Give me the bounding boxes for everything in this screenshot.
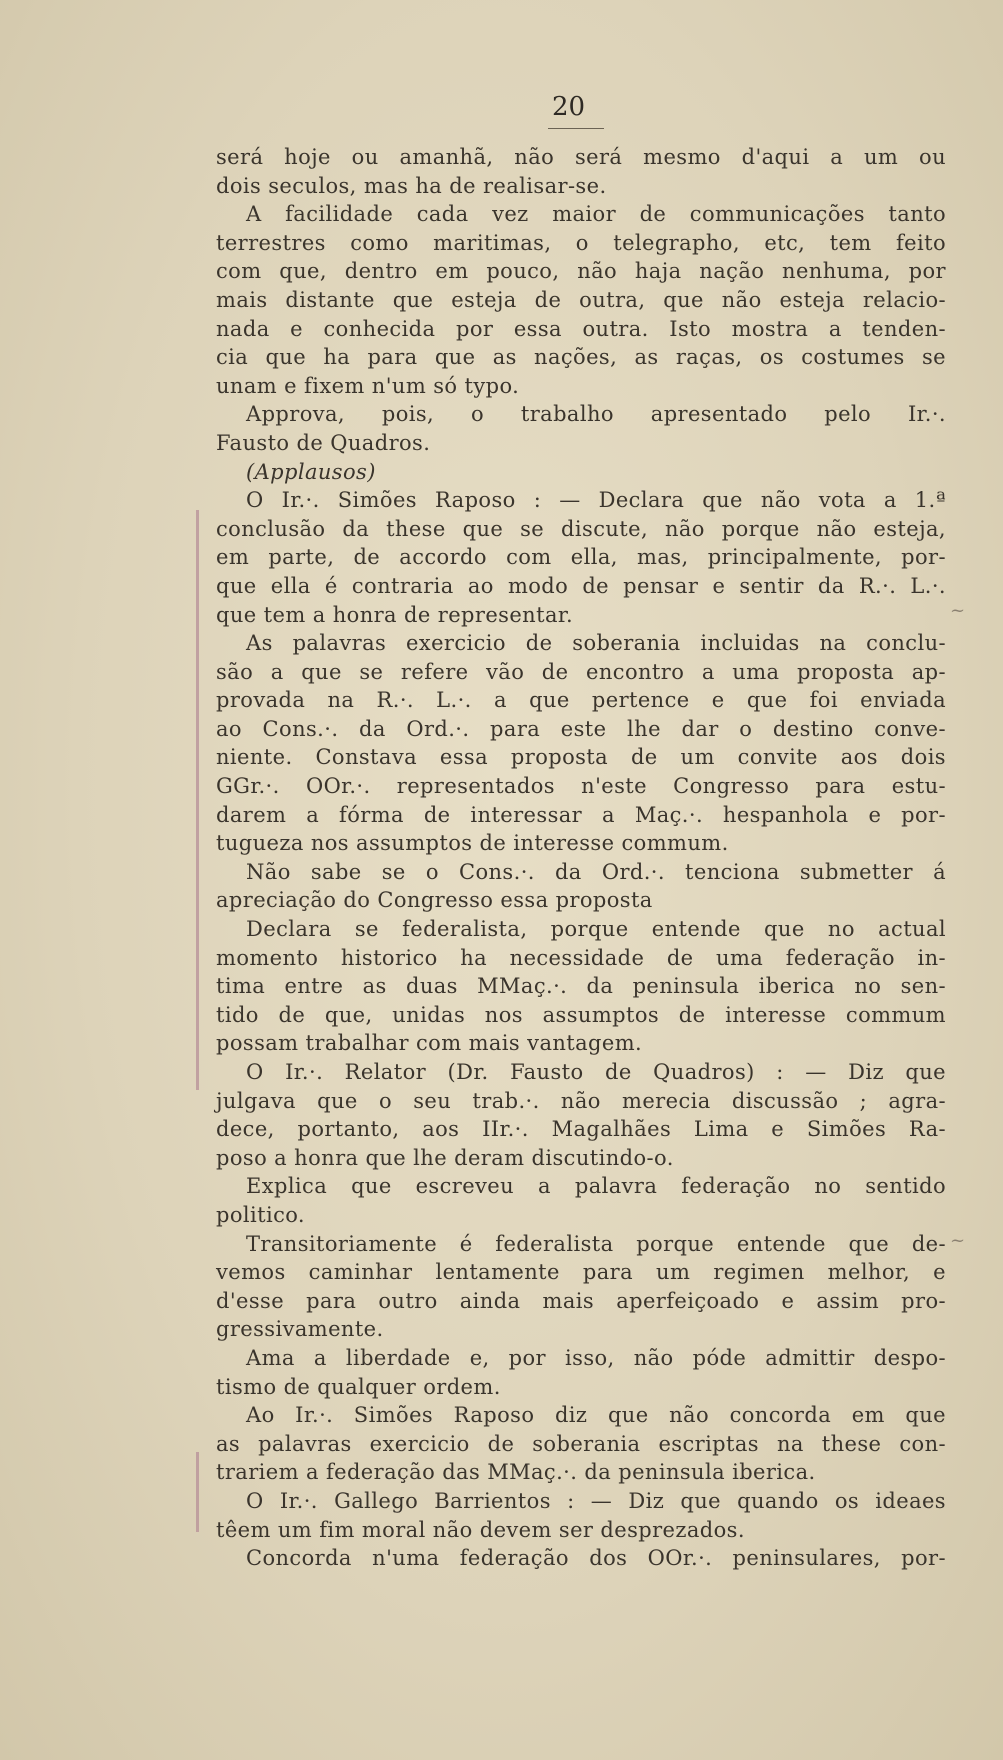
text-line: Ao Ir.·. Simões Raposo diz que não concorda em que [246, 1403, 946, 1428]
text-line: que tem a honra de representar. [216, 602, 574, 627]
text-line: darem a fórma de interessar a Maç.·. hespanhola e por- [216, 802, 946, 827]
text-line: provada na R.·. L.·. a que pertence e que foi enviada [216, 688, 946, 713]
text-line: d'esse para outro ainda mais aperfeiçoado e assim pro- [216, 1288, 946, 1313]
text-line: Não sabe se o Cons.·. da Ord.·. tenciona submetter á [246, 859, 946, 884]
text-line: O Ir.·. Simões Raposo : — Declara que não vota a 1.ª [246, 488, 946, 513]
text-line: trariem a federação das MMaç.·. da peninsula iberica. [216, 1460, 816, 1485]
text-line: Approva, pois, o trabalho apresentado pelo Ir.·. [246, 402, 946, 427]
text-line: Concorda n'uma federação dos OOr.·. peninsulares, por- [246, 1546, 946, 1571]
text-line: será hoje ou amanhã, não será mesmo d'aqui a um ou [216, 145, 946, 169]
text-line: tima entre as duas MMaç.·. da peninsula iberica no sen- [216, 974, 946, 999]
text-line: mais distante que esteja de outra, que não esteja relacio- [216, 287, 946, 312]
text-line: Transitoriamente é federalista porque entende que de- [246, 1231, 946, 1256]
text-line: poso a honra que lhe deram discutindo-o. [216, 1145, 674, 1170]
paper-stain-mark: ~ [950, 1230, 966, 1251]
text-line: terrestres como maritimas, o telegrapho, etc, tem feito [216, 230, 946, 255]
text-line: em parte, de accordo com ella, mas, principalmente, por- [216, 545, 946, 570]
text-line: (Applausos) [246, 459, 376, 484]
text-line: dois seculos, mas ha de realisar-se. [216, 173, 607, 198]
text-line: As palavras exercicio de soberania incluidas na conclu- [246, 631, 946, 656]
text-line: são a que se refere vão de encontro a uma proposta ap- [216, 659, 946, 684]
margin-pencil-mark [196, 1452, 199, 1532]
text-line: conclusão da these que se discute, não porque não esteja, [216, 516, 946, 541]
text-line: nada e conhecida por essa outra. Isto mostra a tenden- [216, 316, 946, 341]
text-line: tugueza nos assumptos de interesse commum. [216, 831, 729, 856]
text-line: vemos caminhar lentamente para um regimen melhor, e [216, 1260, 946, 1285]
text-line: têem um fim moral não devem ser desprezados. [216, 1517, 745, 1542]
margin-pencil-mark [196, 510, 199, 1090]
text-line: GGr.·. OOr.·. representados n'este Congresso para estu- [216, 774, 946, 799]
text-line: tismo de qualquer ordem. [216, 1374, 501, 1399]
text-line: gressivamente. [216, 1317, 384, 1342]
text-line: Fausto de Quadros. [216, 430, 431, 455]
text-line: Ama a liberdade e, por isso, não póde admittir despo- [246, 1345, 946, 1370]
text-line: ao Cons.·. da Ord.·. para este lhe dar o destino conve- [216, 716, 946, 741]
text-line: as palavras exercicio de soberania escriptas na these con- [216, 1431, 946, 1456]
text-line: politico. [216, 1202, 305, 1227]
text-line: O Ir.·. Relator (Dr. Fausto de Quadros) : — Diz que [246, 1060, 946, 1084]
text-line: Explica que escreveu a palavra federação no sentido [246, 1174, 946, 1199]
text-line: apreciação do Congresso essa proposta [216, 888, 653, 913]
body-text [216, 143, 946, 1573]
text-line: momento historico ha necessidade de uma federação in- [216, 945, 946, 970]
paper-stain-mark: ~ [950, 600, 966, 621]
text-line: tido de que, unidas nos assumptos de interesse commum [216, 1002, 946, 1027]
text-line: que ella é contraria ao modo de pensar e sentir da R.·. L.·. [216, 573, 946, 598]
text-line: A facilidade cada vez maior de communicações tanto [246, 202, 946, 227]
text-line: Declara se federalista, porque entende que no actual [246, 917, 946, 942]
text-line: unam e fixem n'um só typo. [216, 373, 520, 398]
text-line: com que, dentro em pouco, não haja nação nenhuma, por [216, 259, 946, 284]
text-line: cia que ha para que as nações, as raças, os costumes se [216, 345, 946, 370]
text-line: niente. Constava essa proposta de um convite aos dois [216, 745, 946, 770]
page-number-rule [548, 128, 604, 129]
text-line: dece, portanto, aos IIr.·. Magalhães Lima e Simões Ra- [216, 1117, 946, 1142]
text-line: possam trabalhar com mais vantagem. [216, 1031, 643, 1056]
page-number: 20 [552, 92, 586, 122]
text-line: julgava que o seu trab.·. não merecia discussão ; agra- [216, 1088, 946, 1113]
text-line: O Ir.·. Gallego Barrientos : — Diz que quando os ideaes [246, 1488, 946, 1513]
